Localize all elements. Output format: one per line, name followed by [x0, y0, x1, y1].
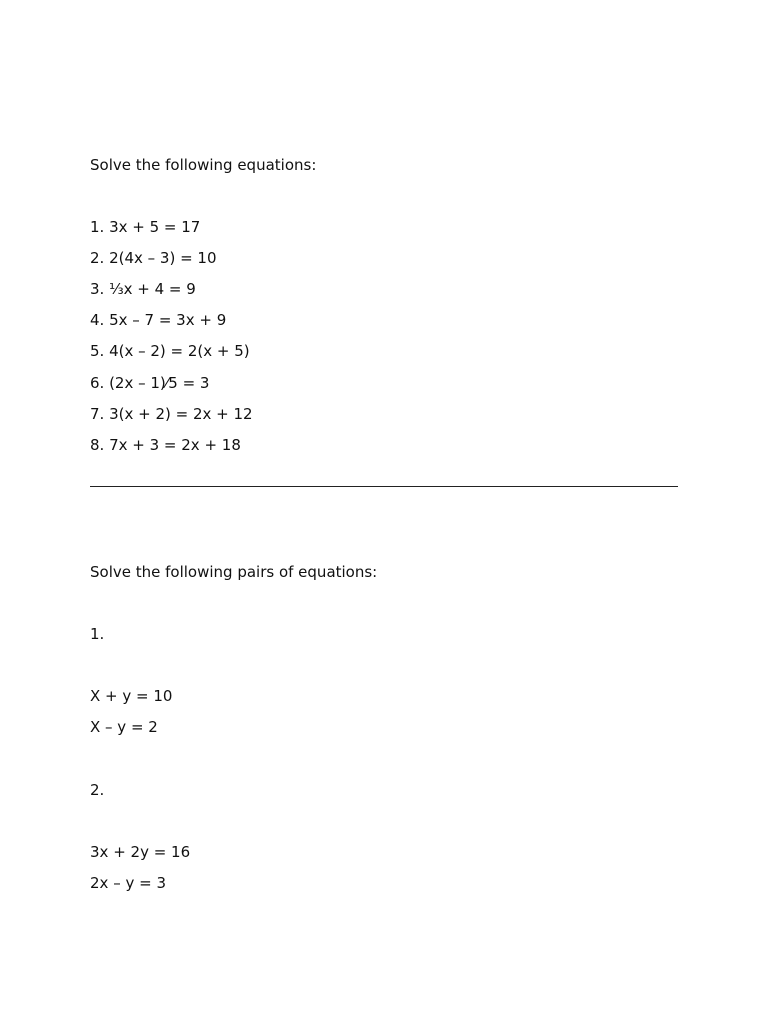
equation-3: 3. ⅓x + 4 = 9: [90, 280, 196, 298]
equation-1: 1. 3x + 5 = 17: [90, 218, 201, 236]
equation-6: 6. (2x – 1)⁄5 = 3: [90, 374, 210, 392]
pair-2-label: 2.: [90, 781, 105, 799]
pair-1-equation-2: X – y = 2: [90, 718, 158, 736]
section-divider: [90, 486, 678, 487]
equation-7: 7. 3(x + 2) = 2x + 12: [90, 405, 253, 423]
equation-5: 5. 4(x – 2) = 2(x + 5): [90, 342, 250, 360]
pair-1-equation-1: X + y = 10: [90, 687, 173, 705]
pair-2-equation-1: 3x + 2y = 16: [90, 843, 191, 861]
pair-2-equation-2: 2x – y = 3: [90, 874, 166, 892]
pair-1-label: 1.: [90, 625, 105, 643]
section1-heading: Solve the following equations:: [90, 156, 317, 174]
section2-heading: Solve the following pairs of equations:: [90, 563, 378, 581]
equation-4: 4. 5x – 7 = 3x + 9: [90, 311, 227, 329]
equation-2: 2. 2(4x – 3) = 10: [90, 249, 217, 267]
equation-8: 8. 7x + 3 = 2x + 18: [90, 436, 241, 454]
